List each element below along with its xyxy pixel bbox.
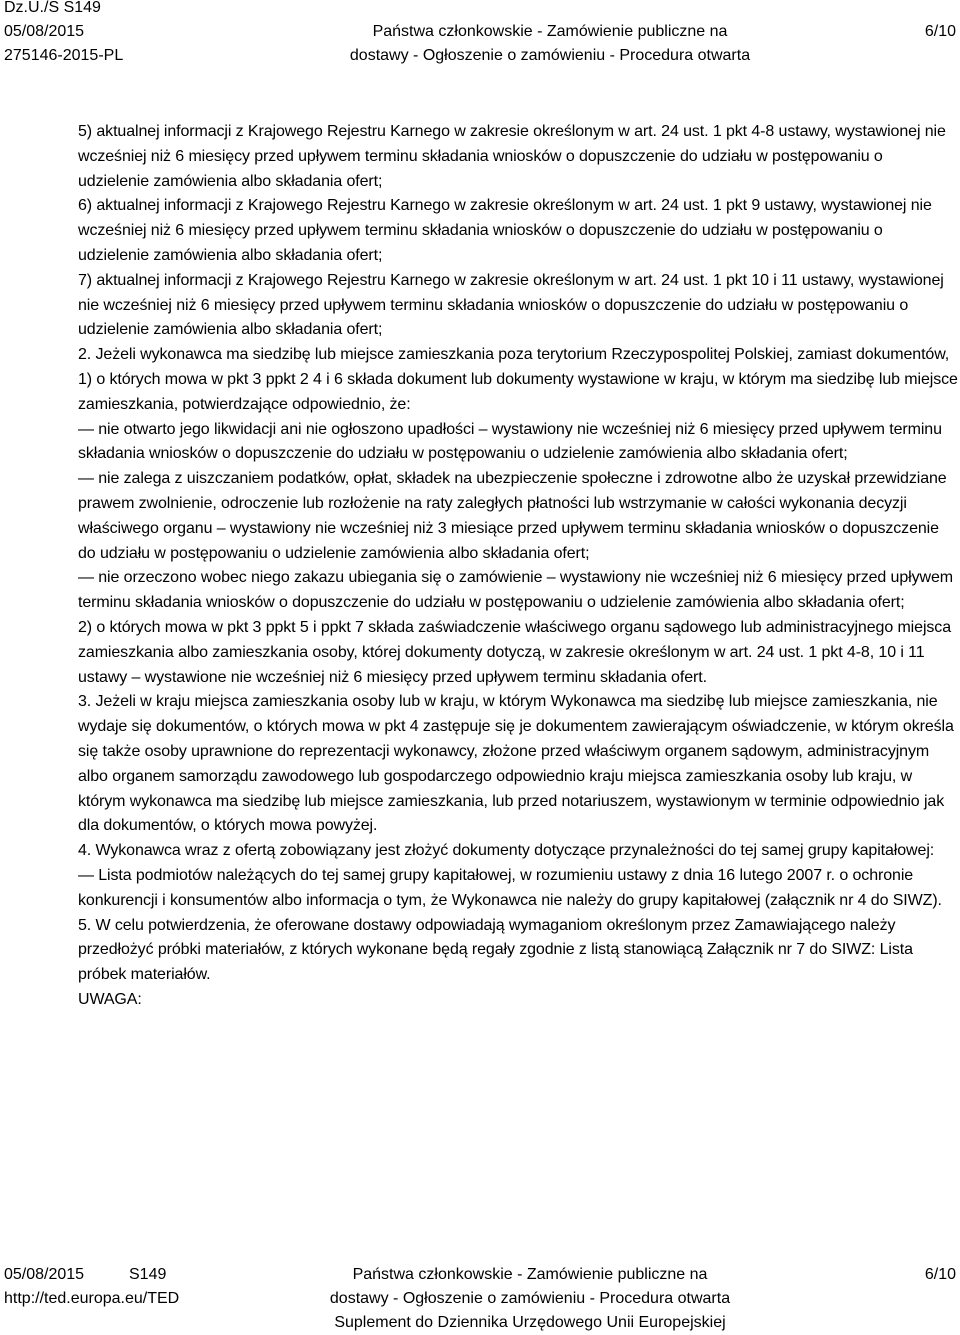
paragraph: — nie zalega z uiszczaniem podatków, opłat, składek na ubezpieczenie społeczne i zdrowotne albo że uzyskał przewidziane prawem zwolnienie, odroczenie lub rozłożenie na raty zaległych płatności lub wstrzymanie w całości wykonania decyzji właściwego organu – wystawiony nie wcześniej niż 3 miesiące przed upływem terminu składania wniosków o dopuszczenie do udziału w postępowaniu o udzielenie zamówienia albo składania ofert; [78,470,947,562]
footer-title-line-3: Suplement do Dziennika Urzędowego Unii Europejskiej [334,1314,726,1331]
header-title [310,20,790,68]
header-page-number: 6/10 [924,23,956,40]
page-footer [0,1263,960,1334]
paragraph: 4. Wykonawca wraz z ofertą zobowiązany jest złożyć dokumenty dotyczące przynależności do tej samej grupy kapitałowej: [78,842,935,860]
header-notice-id: 275146-2015-PL [4,47,124,64]
footer-date: 05/08/2015 [4,1266,85,1283]
paragraph: 5) aktualnej informacji z Krajowego Rejestru Karnego w zakresie określonym w art. 24 ust. 1 pkt 4-8 ustawy, wystawionej nie wcześniej niż 6 miesięcy przed upływem terminu składania wniosków o dopuszczenie do udziału w postępowaniu o udzielenie zamówienia albo składania ofert; [78,123,946,190]
header-title-line-1: Państwa członkowskie - Zamówienie publiczne na [372,23,728,40]
footer-meta [4,1263,179,1311]
header-title-line-2: dostawy - Ogłoszenie o zamówieniu - Procedura otwarta [349,47,751,64]
paragraph: 2) o których mowa w pkt 3 ppkt 5 i ppkt 7 składa zaświadczenie właściwego organu sądowego lub administracyjnego miejsca zamieszkania albo zamieszkania osoby, której dokumenty dotyczą, w zakresie określonym w art. 24 ust. 1 pkt 4-8, 10 i 11 ustawy – wystawione nie wcześniej niż 6 miesięcy przed upływem terminu składania ofert. [78,618,951,686]
paragraph: 3. Jeżeli w kraju miejsca zamieszkania osoby lub w kraju, w którym Wykonawca ma siedzibę lub miejsce zamieszkania, nie wydaje się dokumentów, o których mowa w pkt 4 zastępuje się je dokumentem zawierającym oświadczenie, w którym określa się także osoby uprawnione do reprezentacji wykonawcy, złożone przed właściwym organem sądowym, administracyjnym albo organem samorządu zawodowego lub gospodarczego odpowiednio kraju miejsca zamieszkania osoby lub kraju, w którym wykonawca ma siedzibę lub miejsce zamieszkania, lub przed notariuszem, wystawionym w terminie odpowiednio jak dla dokumentów, o których mowa powyżej. [78,693,954,835]
paragraph: — nie otwarto jego likwidacji ani nie ogłoszono upadłości – wystawiony nie wcześniej niż 6 miesięcy przed upływem terminu składania wniosków o dopuszczenie do udziału w postępowaniu o udzielenie zamówienia albo składania ofert; [78,420,942,463]
document-body [78,120,958,1013]
page-header [0,0,960,75]
paragraph: 6) aktualnej informacji z Krajowego Rejestru Karnego w zakresie określonym w art. 24 ust. 1 pkt 9 ustawy, wystawionej nie wcześniej niż 6 miesięcy przed upływem terminu składania wniosków o dopuszczenie do udziału w postępowaniu o udzielenie zamówienia albo składania ofert; [78,197,932,264]
header-meta [4,0,123,68]
footer-url: http://ted.europa.eu/TED [4,1290,180,1307]
paragraph: 2. Jeżeli wykonawca ma siedzibę lub miejsce zamieszkania poza terytorium Rzeczypospolitej Polskiej, zamiast dokumentów, [78,346,950,364]
footer-page-number: 6/10 [924,1266,956,1283]
paragraph: — nie orzeczono wobec niego zakazu ubiegania się o zamówienie – wystawiony nie wcześniej niż 6 miesięcy przed upływem terminu składania wniosków o dopuszczenie do udziału w postępowaniu o udzielenie zamówienia albo składania ofert; [78,569,953,612]
paragraph: 7) aktualnej informacji z Krajowego Rejestru Karnego w zakresie określonym w art. 24 ust. 1 pkt 10 i 11 ustawy, wystawionej nie wcześniej niż 6 miesięcy przed upływem terminu składania wniosków o dopuszczenie do udziału w postępowaniu o udzielenie zamówienia albo składania ofert; [78,271,944,339]
header-date: 05/08/2015 [4,23,85,40]
footer-title-line-1: Państwa członkowskie - Zamówienie publiczne na [352,1266,708,1283]
footer-issue: S149 [129,1266,167,1283]
footer-title-line-2: dostawy - Ogłoszenie o zamówieniu - Procedura otwarta [329,1290,731,1307]
paragraph: — Lista podmiotów należących do tej samej grupy kapitałowej, w rozumieniu ustawy z dnia 16 lutego 2007 r. o ochronie konkurencji i konsumentów albo informacja o tym, że Wykonawca nie należy do grupy kapitałowej (załącznik nr 4 do SIWZ). [78,866,942,909]
paragraph: 5. W celu potwierdzenia, że oferowane dostawy odpowiadają wymaganiom określonym przez Zamawiającego należy przedłożyć próbki materiałów, z których wykonane będą regały zgodnie z listą stanowiącą Załącznik nr 7 do SIWZ: Lista próbek materiałów. [78,916,913,984]
paragraph: 1) o których mowa w pkt 3 ppkt 2 4 i 6 składa dokument lub dokumenty wystawione w kraju, w którym ma siedzibę lub miejsce zamieszkania, potwierdzające odpowiednio, że: [78,370,958,413]
footer-title [290,1263,770,1335]
paragraph: UWAGA: [78,990,142,1008]
header-journal-ref: Dz.U./S S149 [4,0,101,16]
